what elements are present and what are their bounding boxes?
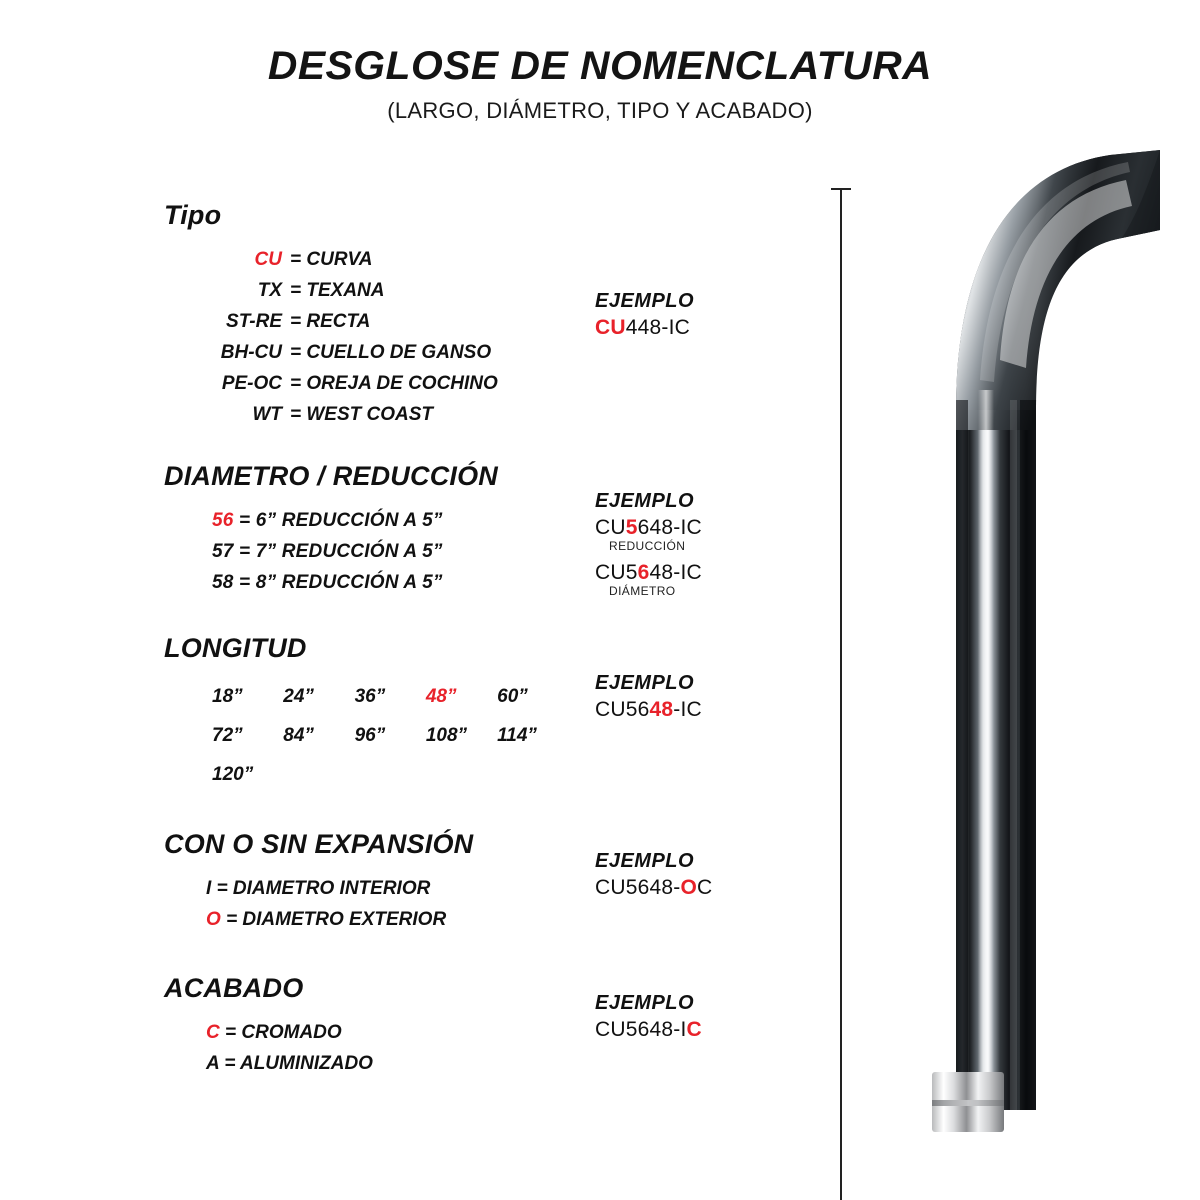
longitud-value: 72” xyxy=(212,724,243,746)
example-code-reduccion xyxy=(595,516,702,540)
example-note-diametro: DIÁMETRO xyxy=(609,584,676,598)
longitud-value: 36” xyxy=(354,685,386,707)
tipo-key: WT xyxy=(252,403,282,425)
example-tipo xyxy=(595,290,694,340)
expansion-value: = DIAMETRO EXTERIOR xyxy=(226,908,447,930)
list-item xyxy=(190,338,520,369)
tipo-value: = RECTA xyxy=(290,310,371,332)
list-item xyxy=(190,245,520,276)
list-item xyxy=(206,905,770,936)
longitud-row xyxy=(212,756,770,795)
longitud-value: 18” xyxy=(212,685,243,707)
example-code-diametro xyxy=(595,561,702,585)
longitud-value: 84” xyxy=(283,724,314,746)
example-label: EJEMPLO xyxy=(595,850,695,872)
example-code-highlight: 5 xyxy=(625,516,638,539)
tipo-key: PE-OC xyxy=(221,372,282,394)
example-code-b: 48-IC xyxy=(649,561,702,584)
example-code-b: C xyxy=(697,876,713,899)
longitud-row xyxy=(212,717,770,756)
example-code-b: -IC xyxy=(673,698,702,721)
example-diametro xyxy=(595,490,702,598)
tipo-value: = WEST COAST xyxy=(290,403,434,425)
page-subtitle: (LARGO, DIÁMETRO, TIPO Y ACABADO) xyxy=(387,98,813,123)
example-code-rest: 448-IC xyxy=(625,316,690,339)
length-measure-line xyxy=(840,188,842,1200)
longitud-value: 114” xyxy=(497,724,537,746)
longitud-value: 60” xyxy=(497,685,528,707)
tipo-value: = OREJA DE COCHINO xyxy=(290,372,498,394)
example-code-a: CU5 xyxy=(595,561,638,584)
tipo-key: TX xyxy=(257,279,282,301)
longitud-value-highlight: 48” xyxy=(425,685,457,707)
tipo-rows xyxy=(190,245,520,431)
example-code-a: CU5648- xyxy=(595,876,681,899)
example-code xyxy=(595,698,702,722)
example-note-reduccion: REDUCCIÓN xyxy=(609,539,686,553)
diametro-key: 58 xyxy=(212,571,234,593)
diametro-key: 57 xyxy=(212,540,234,562)
example-code xyxy=(595,876,712,900)
diametro-value: = 7” REDUCCIÓN A 5” xyxy=(239,540,443,562)
longitud-value: 108” xyxy=(425,724,468,746)
list-item xyxy=(206,1049,770,1080)
example-code-b: 648-IC xyxy=(637,516,702,539)
expansion-key: I xyxy=(206,877,212,899)
example-code xyxy=(595,1018,702,1042)
tipo-key: CU xyxy=(254,249,282,270)
example-code-highlight: 6 xyxy=(637,561,650,584)
example-code-a: CU xyxy=(595,516,626,539)
section-title-acabado: ACABADO xyxy=(164,973,304,1004)
acabado-value: = CROMADO xyxy=(225,1022,342,1044)
example-expansion xyxy=(595,850,712,900)
chrome-exhaust-stack xyxy=(860,110,1200,1170)
page-title: DESGLOSE DE NOMENCLATURA xyxy=(267,44,933,88)
example-acabado xyxy=(595,992,702,1042)
example-code-highlight: CU xyxy=(595,316,626,339)
expansion-value: = DIAMETRO INTERIOR xyxy=(216,877,431,899)
list-item xyxy=(190,400,520,431)
illustration-area xyxy=(800,110,1200,1170)
example-longitud xyxy=(595,672,702,722)
longitud-value: 120” xyxy=(212,763,254,785)
list-item xyxy=(190,307,520,338)
example-code-highlight: O xyxy=(680,876,697,899)
example-code-highlight: 48 xyxy=(649,698,674,721)
example-label: EJEMPLO xyxy=(595,992,695,1014)
example-label: EJEMPLO xyxy=(595,290,695,312)
acabado-key: A xyxy=(206,1053,220,1075)
tipo-value: = CURVA xyxy=(290,249,373,270)
example-code xyxy=(595,316,694,340)
acabado-value: = ALUMINIZADO xyxy=(224,1053,373,1075)
tipo-key: ST-RE xyxy=(226,310,282,332)
section-title-tipo: Tipo xyxy=(164,200,222,230)
example-label: EJEMPLO xyxy=(595,490,695,512)
list-item xyxy=(190,369,520,400)
longitud-value: 24” xyxy=(283,685,314,707)
diametro-key: 56 xyxy=(212,509,234,531)
diametro-value: = 8” REDUCCIÓN A 5” xyxy=(239,571,443,593)
acabado-key: C xyxy=(206,1022,220,1044)
section-title-expansion: CON O SIN EXPANSIÓN xyxy=(164,828,474,859)
example-code-a: CU5648-I xyxy=(595,1018,687,1041)
tipo-key: BH-CU xyxy=(220,341,282,363)
tipo-value: = TEXANA xyxy=(290,279,385,301)
list-item xyxy=(190,276,520,307)
diametro-value: = 6” REDUCCIÓN A 5” xyxy=(239,509,443,531)
longitud-value: 96” xyxy=(354,724,386,746)
expansion-key: O xyxy=(206,908,221,930)
tipo-value: = CUELLO DE GANSO xyxy=(290,341,492,363)
example-code-a: CU56 xyxy=(595,698,650,721)
example-code-highlight: C xyxy=(686,1018,702,1041)
example-label: EJEMPLO xyxy=(595,672,695,694)
section-title-diametro: DIAMETRO / REDUCCIÓN xyxy=(164,460,498,491)
section-title-longitud: LONGITUD xyxy=(164,632,307,663)
stack-tip-band xyxy=(932,1100,1004,1106)
